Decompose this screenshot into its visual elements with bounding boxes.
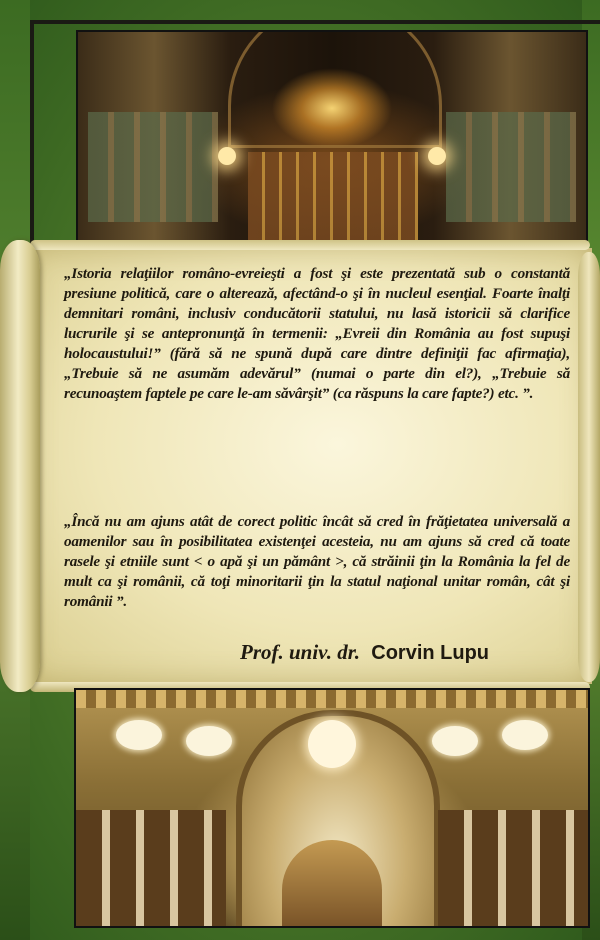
signature — [240, 640, 580, 665]
parchment-edge-top — [30, 240, 590, 250]
quote-paragraph-1: „Istoria relaţiilor româno-evreieşti a fost şi este prezentată sub o constantă presiune politică, care o alterează, afectând-o şi în nucleul esenţial. Foarte înalţi demnitari români, inclusiv conducătorii statului, nu lasă istoricii să clarifice lucrurile şi se antepronunţă în termenii: „Evreii din România au fost supuşi holocaustului!” (fără să ne spună după care dintre definiţii fac afirmaţia), „Trebuie să ne asumăm adevărul” (numai o parte din el?), „Trebuie să recunoaştem faptele pe care le-am săvârşit” (ca răspuns la care fapte?) etc. ”. — [64, 265, 570, 402]
frame-line-left — [30, 20, 34, 250]
window-right-1 — [502, 720, 548, 750]
scroll-roll-right — [578, 252, 600, 682]
ceiling-ornament — [76, 690, 588, 708]
lamp-right — [428, 147, 446, 165]
window-left-2 — [186, 726, 232, 756]
scroll-roll-left — [0, 240, 40, 692]
frame-line-top — [30, 20, 600, 24]
window-right-2 — [432, 726, 478, 756]
balcony-left — [76, 810, 226, 926]
signature-name: Corvin Lupu — [371, 642, 490, 664]
apse-arch — [228, 30, 442, 148]
iconostasis — [248, 152, 418, 250]
rose-window — [308, 720, 356, 768]
window-left-1 — [116, 720, 162, 750]
church-interior-photo — [76, 30, 588, 252]
fresco-left — [88, 112, 218, 222]
lamp-left — [218, 147, 236, 165]
parchment-scroll — [0, 240, 600, 692]
balcony-right — [438, 810, 588, 926]
quote-paragraph-2: „Încă nu am ajuns atât de corect politic încât să cred în frăţietatea universală a oamenilor sau în posibilitatea existenţei acesteia, nu am ajuns să cred că toate rasele şi etniile sunt < o apă şi un pământ >, că străinii ţin la România la fel de mult ca şi românii, că toţi minoritarii ţin la statul naţional unitar român, cât şi românii ”. — [64, 513, 570, 610]
synagogue-interior-photo — [74, 688, 590, 928]
signature-title: Prof. univ. dr. — [240, 640, 360, 664]
fresco-right — [446, 112, 576, 222]
